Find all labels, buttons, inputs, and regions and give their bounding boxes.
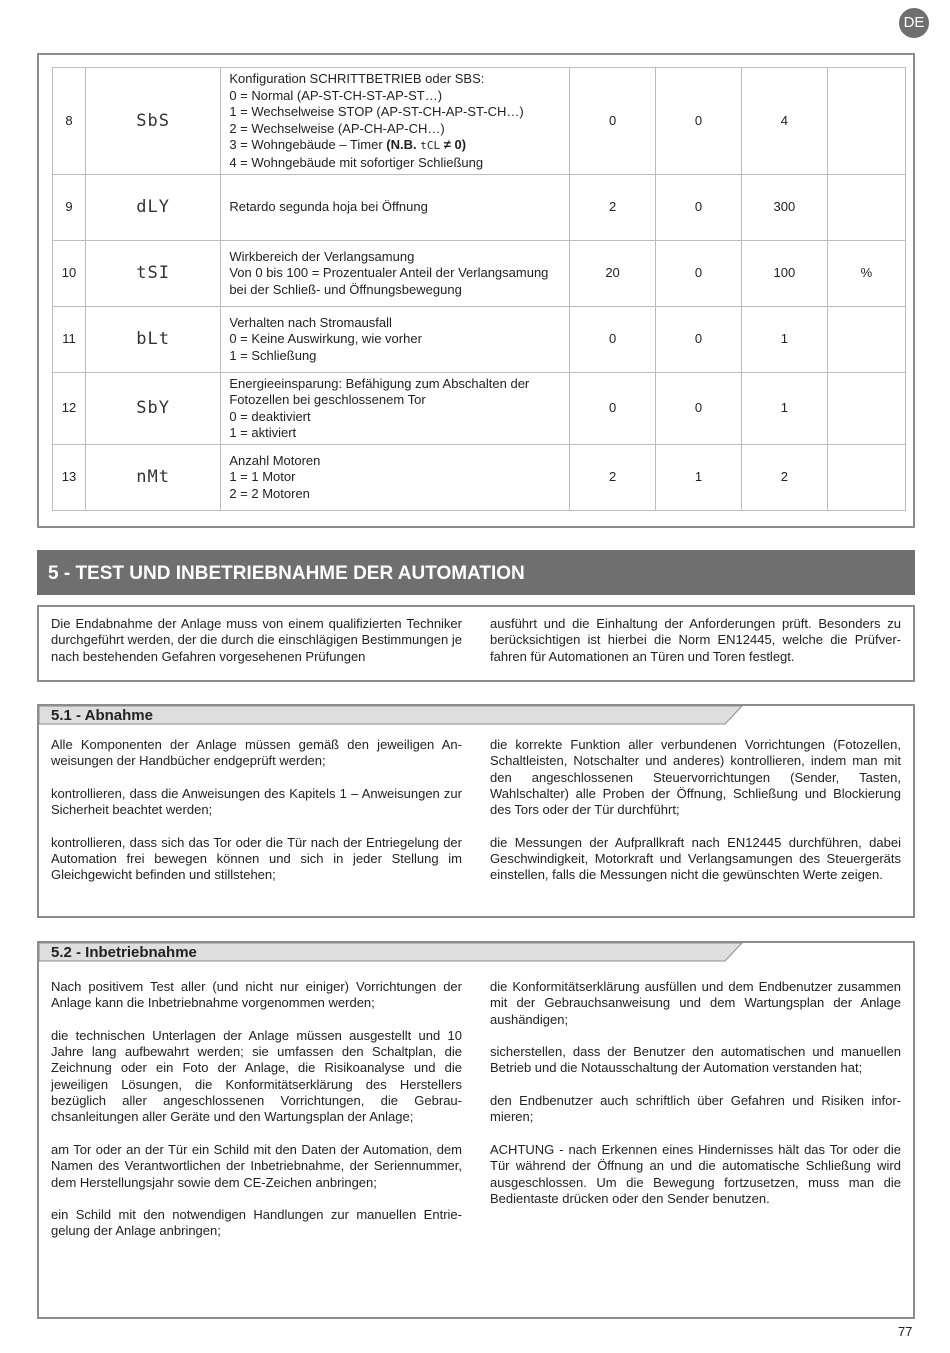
param-max: 1 [741, 307, 827, 373]
paragraph: kontrollieren, dass die Anweisungen des Kapitels 1 – Anweisungen zur Sicherheit beachtet werden; [51, 785, 462, 818]
subsection-inbetriebnahme [37, 941, 915, 1319]
description-line: 2 = Wechselweise (AP-CH-AP-CH…) [229, 120, 445, 136]
param-default: 2 [570, 175, 656, 241]
param-number: 12 [53, 373, 86, 445]
intro-right-column [490, 616, 901, 665]
paragraph: die Messungen der Aufprallkraft nach EN12445 durchführen, dabei Geschwindigkeit, Motorkraft und Verlangsamungen des Steuergeräts einstellen, falls die Messungen nicht die gewünschten Werte zeigen. [490, 834, 901, 883]
param-min: 0 [656, 307, 742, 373]
param-default: 2 [570, 445, 656, 511]
param-description [221, 68, 570, 175]
paragraph: ACHTUNG - nach Erkennen eines Hindernisses hält das Tor oder die Tür während der Öffnung an und die automatische Schließung wird ausgeschlossen. Um die Bewegung fortzusetzen, muss man die Bedientaste drücken oder den Sender benutzen. [490, 1141, 901, 1206]
paragraph: Alle Komponenten der Anlage müssen gemäß den jeweiligen Anweisungen der Handbücher endgeprüft werden; [51, 737, 462, 769]
param-code: nMt [85, 445, 220, 511]
description-line: 0 = Normal (AP-ST-CH-ST-AP-ST…) [229, 87, 443, 103]
table-row [53, 373, 906, 445]
param-min: 0 [656, 175, 742, 241]
description-line: 0 = deaktiviert [229, 408, 311, 424]
subsection-heading [39, 943, 739, 961]
param-description [221, 307, 570, 373]
description-line: Wirkbereich der Verlangsamung [229, 248, 415, 264]
description-line: Retardo segunda hoja bei Öffnung [229, 199, 428, 215]
param-default: 0 [570, 307, 656, 373]
paragraph: kontrollieren, dass sich das Tor oder die Tür nach der Entriegelung der Automation frei bewegen können und sich in jeder Stellung im Gleichgewicht befinden und stillstehen; [51, 834, 462, 883]
language-badge: DE [899, 8, 929, 38]
paragraph: am Tor oder an der Tür ein Schild mit den Daten der Automation, dem Namen des Verantwortlichen der Inbetriebnahme, der Seriennummer, dem Herstellungsjahr sowie dem CE-Zeichen anbringen; [51, 1141, 462, 1190]
param-min: 0 [656, 373, 742, 445]
description-line: 1 = Schließung [229, 347, 317, 363]
parameter-table [52, 67, 906, 511]
section-intro-box [37, 605, 915, 682]
description-line: 2 = 2 Motoren [229, 485, 310, 501]
param-number: 13 [53, 445, 86, 511]
param-unit [827, 373, 905, 445]
table-row [53, 307, 906, 373]
param-default: 0 [570, 68, 656, 175]
paragraph: sicherstellen, dass der Benutzer den automatischen und manuellen Betrieb und die Notausschaltung der Automation verstanden hat; [490, 1044, 901, 1076]
description-line: Energieeinsparung: Befähigung zum Abschalten der [229, 375, 530, 391]
param-description [221, 175, 570, 241]
param-code: SbS [85, 68, 220, 175]
subsection-title: 5.2 - Inbetriebnahme [51, 944, 197, 961]
description-line: Konfiguration SCHRITTBETRIEB oder SBS: [229, 71, 485, 86]
abnahme-left-column [51, 737, 462, 884]
paragraph: den Endbenutzer auch schriftlich über Gefahren und Risiken informieren; [490, 1093, 901, 1125]
param-max: 300 [741, 175, 827, 241]
param-description [221, 445, 570, 511]
parameter-table-frame [37, 53, 915, 528]
param-code: SbY [85, 373, 220, 445]
subsection-heading [39, 706, 739, 724]
param-code: dLY [85, 175, 220, 241]
param-default: 20 [570, 241, 656, 307]
description-line: Fotozellen bei geschlossenem Tor [229, 392, 426, 407]
param-min: 0 [656, 68, 742, 175]
inbetriebnahme-left-column [51, 979, 462, 1240]
param-unit [827, 68, 905, 175]
subsection-title: 5.1 - Abnahme [51, 707, 153, 724]
param-number: 9 [53, 175, 86, 241]
param-description [221, 373, 570, 445]
paragraph: die technischen Unterlagen der Anlage müssen ausgestellt und 10 Jahre lang aufbewahrt werden; sie umfassen den Schaltplan, die Zeichnung oder ein Foto der Anlage, die Risikoanalyse und die jeweiligen Lösungen, die Konformitätserklärung des Herstellers bezüglich aller angeschlossenen Vorrichtungen, die Gebrauchsanleitungen aller Geräte und den Wartungsplan der Anlage; [51, 1027, 462, 1125]
note-code: tCL [420, 139, 441, 152]
paragraph: ausführt und die Einhaltung der Anforderungen prüft. Besonders zu berücksichtigen ist hierbei die Norm EN12445, welche die Prüfverfahren für Automationen an Türen und Toren festlegt. [490, 616, 901, 664]
paragraph: die Konformitätserklärung ausfüllen und dem Endbenutzer zusammen mit der Gebrauchsanweisung und dem Wartungsplan der Anlage aushändigen; [490, 979, 901, 1027]
description-line: 4 = Wohngebäude mit sofortiger Schließung [229, 154, 484, 170]
paragraph: die korrekte Funktion aller verbundenen Vorrichtungen (Fotozellen, Schaltleisten, Notschalter und anderes) kontrollieren, indem man mit den angeschlossenen Steuervorrichtungen (Sender, Tasten, Wahlschalter) alle Proben der Öffnung, Schließung und Blockierung des Tors oder der Tür durchführt; [490, 737, 901, 818]
abnahme-right-column [490, 737, 901, 884]
intro-left-column [51, 616, 462, 665]
description-line: Von 0 bis 100 = Prozentualer Anteil der Verlangsamung [229, 265, 549, 281]
param-number: 11 [53, 307, 86, 373]
param-max: 1 [741, 373, 827, 445]
param-max: 100 [741, 241, 827, 307]
table-row [53, 445, 906, 511]
description-line: 1 = 1 Motor [229, 469, 296, 485]
param-min: 0 [656, 241, 742, 307]
param-number: 10 [53, 241, 86, 307]
param-default: 0 [570, 373, 656, 445]
paragraph: Die Endabnahme der Anlage muss von einem qualifizierten Techniker durchgeführt werden, der die durch die einschlägigen Bestimmungen je nach bestehenden Gefahren vorgesehenen Prüfungen [51, 616, 462, 664]
param-description [221, 241, 570, 307]
table-row [53, 175, 906, 241]
description-line: 3 = Wohngebäude – Timer (N.B. tCL ≠ 0) [229, 137, 467, 152]
subsection-abnahme [37, 704, 915, 918]
paragraph: Nach positivem Test aller (und nicht nur einiger) Vorrichtungen der Anlage kann die Inbetriebnahme vorgenommen werden; [51, 979, 462, 1011]
description-line: Anzahl Motoren [229, 452, 321, 468]
paragraph: ein Schild mit den notwendigen Handlungen zur manuellen Entriegelung der Anlage anbringen; [51, 1207, 462, 1239]
param-unit [827, 175, 905, 241]
param-number: 8 [53, 68, 86, 175]
note-label: (N.B. [386, 137, 417, 152]
param-max: 4 [741, 68, 827, 175]
section-title: 5 - TEST UND INBETRIEBNAHME DER AUTOMATION [37, 550, 915, 595]
note-value: ≠ 0) [443, 137, 467, 152]
table-row [53, 241, 906, 307]
description-line: 0 = Keine Auswirkung, wie vorher [229, 331, 422, 347]
description-line: Verhalten nach Stromausfall [229, 314, 392, 330]
param-unit [827, 307, 905, 373]
table-row [53, 68, 906, 175]
description-line: 1 = aktiviert [229, 425, 297, 440]
inbetriebnahme-right-column [490, 979, 901, 1207]
param-unit: % [827, 241, 905, 307]
param-code: tSI [85, 241, 220, 307]
param-min: 1 [656, 445, 742, 511]
param-unit [827, 445, 905, 511]
page-number: 77 [898, 1324, 913, 1339]
param-max: 2 [741, 445, 827, 511]
param-code: bLt [85, 307, 220, 373]
description-line: bei der Schließ- und Öffnungsbewegung [229, 281, 462, 297]
description-line: 1 = Wechselweise STOP (AP-ST-CH-AP-ST-CH…) [229, 104, 524, 119]
